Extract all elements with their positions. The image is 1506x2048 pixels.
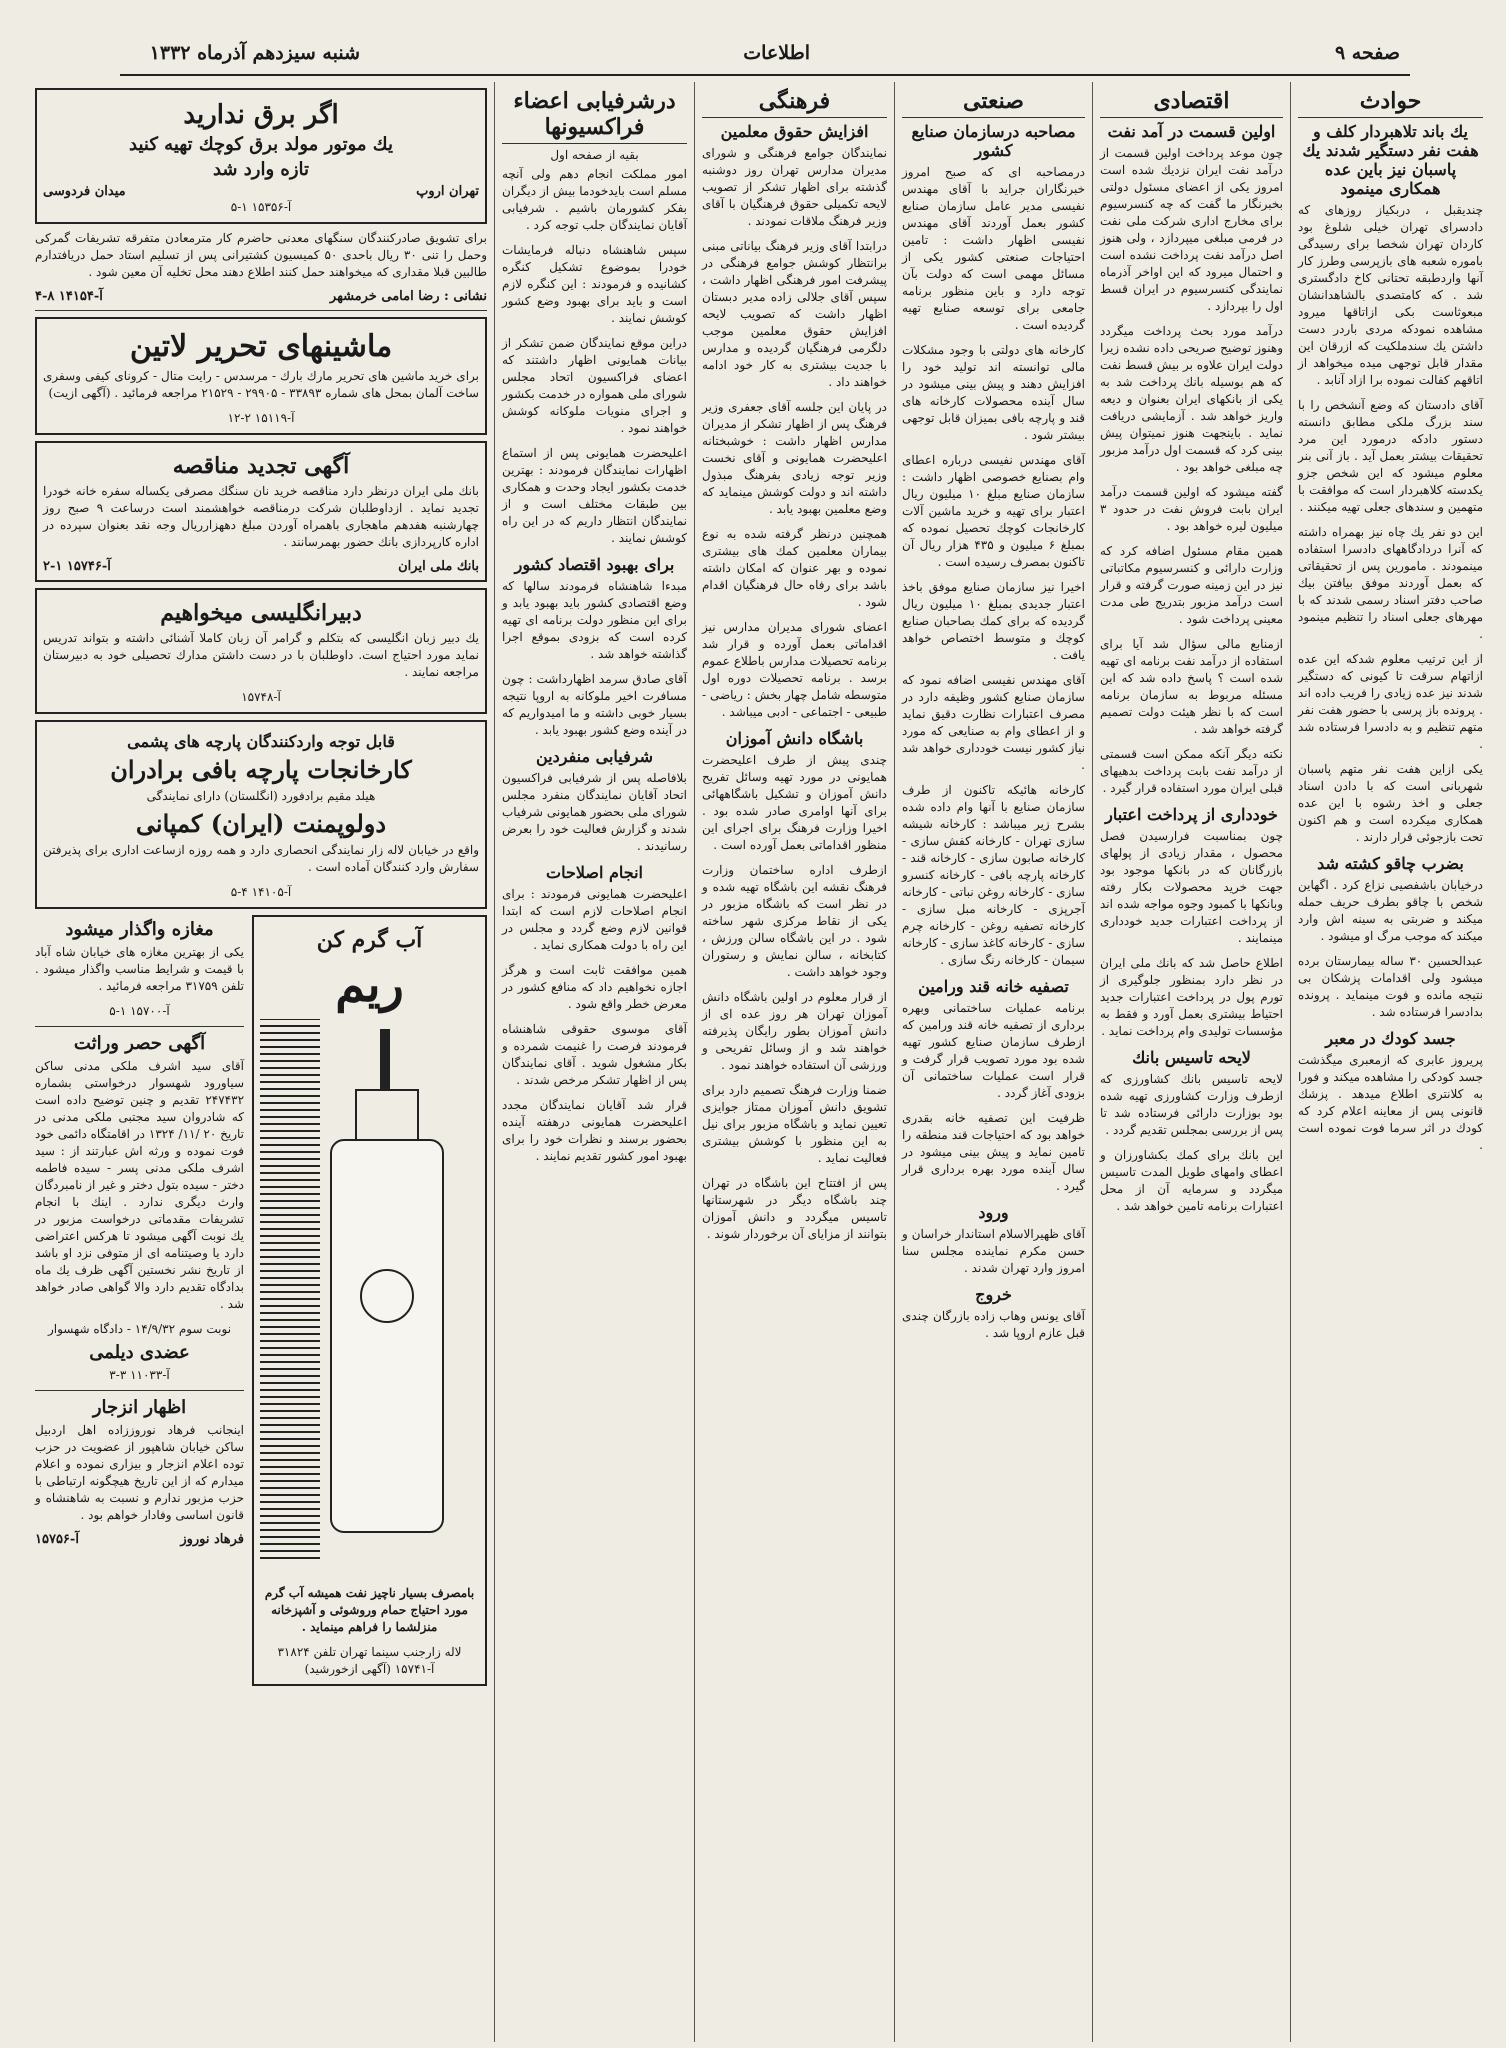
article-text: درخیابان باشفصیی نزاع كرد . اگهاین شخص با چاقو بطرف حریف حمله میكند و ضربتی به سینه اش وارد میكند كه موجب مرگ او میشود . [1298,878,1483,943]
ad-signature: نشانی : رضا امامی خرمشهر [329,289,487,304]
ad-title: اظهار انزجار [92,1397,187,1418]
article-text: بلافاصله پس از شرفیابی فراكسیون اتحاد آقایان نمایندگان منفرد مجلس شورای ملی بحضور همایونی شرفیاب شدند و گزارش فعالیت خود را بعرض رسانیدند . [502,771,687,853]
article-text: آقای مهندس نفیسی اضافه نمود كه سازمان صنایع كشور وظیفه دارد در مصرف اعتبارات نظارت دقیق نماید و از اعطای وام به صنایعی كه مورد نیاز كشور نیست خودداری خواهد شد . [902,673,1085,772]
article-text: آقای موسوی حقوقی شاهنشاه فرمودند فرصت را غنیمت شمرده و بكار مشغول شوید . آقای نمایندگان پس از اظهار تشكر مرخص شدند . [502,1022,687,1087]
ad-code: آ-۱۵۷۰۰ ۱-۵ [109,1004,170,1018]
article-text: پس از افتتاح این باشگاه در تهران چند باشگاه دیگر در شهرستانها تاسیس میگردد و دانش آموزان بتوانند از مزایای آن برخوردار شوند . [702,1176,887,1241]
ad-bottom-area [35,915,487,1686]
gauge-icon [360,1269,414,1323]
headline: باشگاه دانش آموزان [725,729,864,748]
article-text: نكته دیگر آنكه ممكن است قسمتی از درآمد نفت بابت پرداخت بدهیهای قبلی ایران مورد استفاده قرار گیرد . [1100,747,1283,795]
article-text: در پایان این جلسه آقای جعفری وزیر فرهنگ پس از اظهار تشكر از مدیران مدارس اظهار داشت : خوشبختانه اعلیحضرت همایونی و آقای نخست وزیر توجه زیادی بفرهنگ مبذول داشته اند و دولت كوشش مینماید كه وضع معلمین بهبود یابد . [702,400,887,516]
columns [28,82,1490,2042]
article-text: اخیرا نیز سازمان صنایع موفق باخذ اعتبار جدیدی بمبلغ ۱۰ میلیون ریال گردیده كه برای كمك بصاحبان صنایع كوچك و متوسط اختصاص خواهد یافت . [902,580,1086,662]
water-heater-illustration [260,1019,479,1579]
ad-code: آ-۱۵۷۵۶ [35,1532,79,1547]
article-text: ظرفیت این تصفیه خانه بقدری خواهد بود كه احتیاجات قند منطقه را تامین نماید و پیش بینی میشود در سال آینده مورد بهره برداری قرار گیرد . [902,1111,1085,1193]
page-header [120,34,1410,76]
article-text: همین موافقت ثابت است و هرگز اجازه نخواهیم داد كه منافع كشور در معرض خطر واقع شود . [502,963,687,1011]
article-text: ازطرف اداره ساختمان وزارت فرهنگ نقشه این باشگاه تهیه شده و در نظر است كه باشگاه مزبور در یكی از نقاط مركزی شهر ساخته شود . در این باشگاه سالن ورزش ، كتابخانه ، سالن نمایش و رستوران وجود خواهد داشت . [702,863,887,979]
headline: اولین قسمت در آمد نفت [1107,122,1276,141]
ad-code: آ-۱۵۷۴۶ ۱-۲ [43,559,111,574]
headline: یك باند تلاهبردار كلف و هفت نفر دستگیر شدند یك پاسبان نیز باین عده همكاری مینمود [1302,122,1479,198]
ad-title: مغازه واگذار میشود [65,919,214,940]
ad-line: هیلد مقیم برادفورد (انگلستان) دارای نمایندگی [146,789,376,803]
headline: انجام اصلاحات [546,863,643,882]
ad-signature: بانك ملی ایران [398,559,479,574]
section-title-audience: درشرفیابی اعضاء فراكسیونها [502,88,687,144]
ad-brand: ریم [335,957,404,1013]
ad-line: یك موتور مولد برق كوچك تهیه كنید [129,134,393,155]
article-text: این دو نفر یك چاه نیز بهمراه داشته كه آنرا دردادگاههای دادسرا استفاده مینمودند . مامورین پس از تحقیقاتی كه بعمل آوردند موفق بیافتن بیك صاحب دفتر اسناد رسمی شدند كه با مهرهای جعلی اسناد را تنظیم مینمود . [1298,525,1483,641]
headline: شرفیابی منفردین [535,747,654,766]
article-text: آقای صادق سرمد اظهارداشت : چون مسافرت اخیر ملوكانه به اروپا نتیجه بسیار خوبی داشته و ما امیدواریم كه در آینده وضع كشور بهبود یابد . [502,672,687,737]
column-culture [694,82,894,2042]
article-text: نمایندگان جوامع فرهنگی و شورای مدیران مدارس تهران روز دوشنبه گذشته برای اظهار تشكر از تصویب لایحه تكمیلی حقوق فرهنگیان با آقای وزیر فرهنگ ملاقات نمودند . [702,146,887,228]
paper-name: اطلاعات [743,42,810,64]
headline: لایحه تاسیس بانك [1132,1048,1251,1067]
ad-generator [35,88,487,224]
article-text: دراین موقع نمایندگان ضمن تشكر از بیانات همایونی اظهار داشتند كه اعضای فراكسیون اتحاد مجلس شورای ملی همواره در خدمت بكشور و اجرای منویات ملوكانه كوشش خواهند نمود . [502,336,687,435]
article-text: چندی پیش از طرف اعلیحضرت همایونی در مورد تهیه وسائل تفریح دانش آموزان و تشكیل باشگاههائی برای آنها اوامری صادر شده بود . اخیرا وزارت فرهنگ برای اجرای این منظور اقداماتی بعمل آورده است . [702,753,887,852]
ad-text: واقع در خیابان لاله زار نمایندگی انحصاری دارد و همه روزه ازساعت اداری برای پذیرفتن سفارش وارد كنندگان آماده است . [43,843,479,874]
ad-line: تازه وارد شد [212,159,310,180]
section-title-culture: فرهنگی [702,88,887,118]
ad-text: اینجانب فرهاد نوروززاده اهل اردبیل ساكن خیابان شاهپور از عضویت در حزب توده اعلام انزجار و بیزاری نموده و اعلام میدارم كه از این تاریخ هیچگونه ارتباطی با حزب مزبور ندارم و نسبت به شاهنشاه و قانون اساسی وفادار خواهم بود . [35,1423,245,1522]
article-text: مبدءا شاهنشاه فرمودند سالها كه وضع اقتصادی كشور باید بهبود یابد و برای این منظور دولت برنامه ای تهیه كرده است كه بزودی بموقع اجرا گذاشته خواهد شد . [502,579,687,661]
issue-date: شنبه سیزدهم آذرماه ۱۳۳۲ [149,42,360,64]
ad-code: آ-۱۱۰۳۳ ۳-۳ [109,1368,170,1382]
ad-text: برای خرید ماشین های تحریر مارك بارك - مرسدس - رایت متال - كرونای كیفی وسفری ساخت آلمان بمحل های شماره ۳۳۸۹۳ - ۲۹۹۰۵ - ۲۱۵۲۹ مراجعه فرمائید . (آگهی ازیت) [43,369,479,400]
ad-signature: عضدی دیلمی [89,1342,190,1363]
ad-address: لاله زارجنب سینما تهران تلفن ۳۱۸۲۴ [277,1645,462,1659]
ad-title: آگهی حصر وراثت [73,1033,206,1054]
article-text: اطلاع حاصل شد كه بانك ملی ایران در نظر دارد بمنظور جلوگیری از تورم پول در پرداخت اعتبارات جدید احتیاط بیشتری بعمل آورد و فقط به مؤسسات تولیدی وام پرداخت نماید . [1100,956,1283,1038]
column-ads [28,82,494,2042]
ad-title: اگر برق ندارید [183,100,339,130]
ad-address: تهران اروپ [416,184,479,199]
article-text: ازمنابع مالی سؤال شد آیا برای استفاده از درآمد نفت برنامه ای تهیه شده است ؟ پاسخ داده شد كه این مسئله مربوط به سازمان برنامه است كه با نظر هیئت دولت تصمیم گرفته خواهد شد . [1100,637,1283,736]
article-text: امور مملكت انجام دهم ولی آنچه مسلم است بایدخودما بیش از دیگران بفكر كشورمان باشیم . شرفیابی آقایان نمایندگان جلب توجه كرد . [502,167,687,232]
column-events [1290,82,1490,2042]
page-number: صفحه ۹ [1334,42,1400,64]
headline: تصفیه خانه قند ورامین [918,977,1069,996]
ad-code: آ-۱۵۱۱۹ ۲-۱۲ [227,411,295,425]
ad-text: آقای سید اشرف ملكی مدنی ساكن سیاورود شهسوار درخواستی بشماره ۲۴۷۴۳۲ تقدیم و چنین توضیح داده است كه شادروان سید مجتبی ملكی مدنی در تاریخ ۲۰ /۱۱/ ۱۳۲۴ در اقامتگاه دائمی خود فوت نموده و ورثه اش عبارتند از : سید اشرف ملكی مدنی پسر - سیده فاطمه دختر - سیده بتول دختر و غیر از نامبردگان وارث دیگری ندارد . اینك با انجام تشریفات مقدماتی درخواست مزبور در یك نوبت آگهی میشود تا هركس اعتراضی دارد یا وصیتنامه ای از متوفی نزد او باشد از تاریخ نشر نخستین آگهی ظرف یك ماه بدادگاه تقدیم دارد والا گواهی صادر خواهد شد . [35,1059,245,1311]
ad-title: دبیرانگلیسی میخواهیم [160,600,362,626]
headline: مصاحبه درسازمان صنایع كشور [911,122,1076,160]
section-title-events: حوادث [1298,88,1483,118]
ad-address: میدان فردوسی [43,184,126,199]
article-text: اعلیحضرت همایونی فرمودند : برای انجام اصلاحات لازم است كه ابتدا قوانین لازم وضع گردد و مجلس در این راه با دولت همكاری نماید . [502,887,687,952]
article-text: پریروز عابری كه ازمعبری میگذشت جسد كودكی را مشاهده میكند و فورا به كلانتری اطلاع میدهد . پزشك قانونی پس از معاینه اعلام كرد كه كودك در اثر سرما فوت نموده است . [1298,1053,1483,1152]
article-text: برنامه عملیات ساختمانی وبهره برداری از تصفیه خانه قند ورامین كه ازطرف سازمان صنایع كشور تهیه شده بود مورد تصویب قرار گرفت و قرار است عملیات ساختمانی آن بزودی آغاز گردد . [902,1001,1085,1100]
article-text: از قرار معلوم در اولین باشگاه دانش آموزان تهران هر روز عده ای از دانش آموزان بطور رایگان پذیرفته خواهند شد و از وسائل تفریحی و ورزشی آن استفاده خواهند نمود . [702,990,887,1072]
ad-text: بانك ملی ایران درنظر دارد مناقصه خرید نان سنگك مصرفی یكساله سفره خانه خودرا تجدید نماید . ازداوطلبان شركت درمناقصه خواهشمند است درساعت ۹ صبح روز چهارشنبه هفدهم ماهجاری باهمراه آوردن مبلغ دههزارریال وجه نقد بعنوان سپرده در اداره كارپردازی بانك حضور بهمرسانند . [43,484,479,549]
article-text: قرار شد آقایان نمایندگان مجدد اعلیحضرت همایونی درهفته آینده بحضور برسند و نظرات خود را برای بهبود امور كشور تقدیم نمایند . [502,1098,687,1163]
article-text: آقای دادستان كه وضع آنشخص را با سند بزرگ ملكی مطابق دانسته دستور دادكه درمورد این مرد تحقیقات بیشتر بعمل آید . باز آنی بنر معلوم میشود كه این شخص جزو یكدسته كلاهبردار است كه موافقت با متهمین و سندهای جعلی تهیه میكنند . [1298,398,1483,514]
continued-label: بقیه از صفحه اول [550,148,639,162]
ad-tender [35,441,487,582]
ad-english-teacher [35,588,487,714]
column-audience [494,82,694,2042]
ad-title: آگهی تجدید مناقصه [172,453,350,479]
column-industry [894,82,1092,2042]
article-text: همچنین درنظر گرفته شده به نوع بیماران معلمین كمك های بیشتری نموده و بهر عنوان كه امكان داشته باشد برای رفاه حال فرهنگیان اقدام شود . [702,527,887,609]
arrivals-heading: ورود [978,1203,1009,1222]
section-title-industry: صنعتی [902,88,1085,118]
ad-woolen-fabrics [35,720,487,909]
ad-typewriters [35,317,487,435]
ad-stack [35,915,244,1686]
article-text: درآمد مورد بحث پرداخت میگردد وهنوز توضیح صریحی داده نشده زیرا دولت ایران علاوه بر بیش قسط نفت كه هم بوسیله بانك پرداخت شد به یكی از بانكهای ایران بعنوان و دیعه واریز خواهد شد . آزمایشی دریافت نماید . باینجهت هنوز نمیتوان پیش بینی كرد كه قسمت اول درآمد مزبور چه مبلغی خواهد بود . [1100,324,1283,474]
article-text: درابتدا آقای وزیر فرهنگ بیاناتی مبنی برانتظار كوشش جوامع فرهنگی در پیشرفت امور فرهنگی اظهار داشت ، سپس آقای جلالی زاده مدیر دبستان اظهار داشت كه تصویب لایحه افزایش حقوق معلمین موجب دلگرمی فرهنگیان گردیده و مدارس با جدیت بیشتری به كار خود ادامه خواهند داد . [702,239,887,389]
headline: افزایش حقوق معلمین [720,122,869,141]
article-text: آقای ظهیرالاسلام استاندار خراسان و حسن مكرم نماینده مجلس سنا امروز وارد تهران شدند . [902,1227,1085,1275]
article-text: كارخانه هائیكه تاكنون از طرف سازمان صنایع با آنها وام داده شده بشرح زیر میباشد : كارخانه شیشه سازی تهران - كارخانه كفش سازی - كارخانه صابون سازی - كارخانه قند - كارخانه پارچه بافی - كارخانه كنسرو سازی - كارخانه روغن نباتی - كارخانه آجرپزی - كارخانه مبل سازی - كارخانه تصفیه روغن - كارخانه چرم سازی - كارخانه كاغذ سازی - كارخانه سیمان - كارخانه رنگ سازی . [902,783,1085,967]
article-text: این بانك برای كمك بكشاورزان و اعطای وامهای طویل المدت تاسیس میگردد و سرمایه آن از محل اعتبارات برنامه تامین خواهد شد . [1100,1148,1283,1213]
headline: برای بهبود اقتصاد كشور [514,555,675,574]
ad-signature: نوبت سوم ۱۴/۹/۳۲ - دادگاه شهسوار [47,1322,232,1336]
ad-title: ماشینهای تحریر لاتین [129,329,393,364]
ad-code: آ-۱۴۱۰۵ ۴-۵ [230,885,292,899]
ad-text: یكی از بهترین مغازه های خیابان شاه آباد با قیمت و شرایط مناسب واگذار میشود . تلفن ۳۱۷۵۹ مراجعه فرمائید . [35,945,245,993]
article-text: آقای مهندس نفیسی درباره اعطای وام بصنایع خصوصی اظهار داشت : سازمان صنایع مبلغ ۱۰ میلیون ریال اعتبار برای تهیه و خرید ماشین آلات كارخانجات كوچك تحصیل نموده كه بمبلغ ۶ میلیون و ۴۳۵ هزار ریال آن تاكنون بمصرف رسیده است . [902,453,1085,569]
article-text: چندیقبل ، دربكیاز روزهای كه دادسرای تهران خیلی شلوغ بود كاردان تهران شخصا برای رسیدگی باموره شعبه های بازپرسی وطرز كار آنها واردطبقه تحتانی كاخ دادگستری شد . كه كامتصدی بالشاهدانشان مبعوثاست بكی ازاتاقها میرود مشاهده نمودكه مردی باردر دست داشتن یك سندملكیت كه ازرقان این مقدار قابل توجهی میده میخواهد از اتاقهم كفالت نموده برا ازاد آنابد . [1298,203,1483,387]
article-text: از این ترتیب معلوم شدكه این عده ازاتهام سرقت تا كیونی كه دستگیر شدند نیز عده زیادی را فریب داده اند . پرونده باز پرسی با حضور هفت نفر متهم تنظیم و به دادسرا فرستاده شد . [1298,652,1483,751]
section-title-economy: اقتصادی [1100,88,1283,118]
ad-code: آ-۱۵۷۴۸ [241,690,281,704]
column-economy [1092,82,1290,2042]
ad-title: كارخانجات پارچه بافی برادران [110,755,412,784]
article-text: آقای یونس وهاب زاده بازرگان چندی قبل عازم اروپا شد . [902,1309,1085,1340]
ad-water-heater [252,915,487,1686]
article-text: درمصاحبه ای كه صبح امروز خبرنگاران جراید با آقای مهندس نفیسی مدیر عامل سازمان صنایع كشور بعمل آوردند آقای مهندس نفیسی اظهار داشت : تامین احتیاجات صنعتی كشور یكی از مسائل مهمی است كه دولت بآن توجه دارد و باین منظور برنامه جامعی برای توسعه صنایع تهیه گردیده است . [902,165,1085,332]
article-text: یكی ازاین هفت نفر متهم پاسبان شهربانی است كه با دادن اسناد جعلی و اخذ رشوه با این عده همكاری میكرده است و هم اكنون تحت بازجوئی قرار دارند . [1298,762,1483,844]
article-text: ضمنا وزارت فرهنگ تصمیم دارد برای تشویق دانش آموزان ممتاز جوایزی تعیین نماید و باشگاه مزبور برای نیل به این منظور با كوشش بیشتری فعالیت نماید . [702,1083,887,1165]
headline: بضرب چاقو كشته شد [1317,854,1464,873]
ad-title: آب گرم كن [316,927,423,953]
ad-text: بامصرف بسیار ناچیز نفت همیشه آب گرم مورد احتیاج حمام وروشوئی و آشپزخانه منزلشما را فراهم مینماید . [264,1586,475,1634]
article-text: لایحه تاسیس بانك كشاورزی كه ازطرف وزارت كشاورزی تهیه شده بود بوزارت دارائی فرستاده شد تا پس از بررسی بمجلس تقدیم گردد . [1100,1072,1283,1137]
article-text: اعلیحضرت همایونی پس از استماع اظهارات نمایندگان فرمودند : بهترین خدمت بكشور ایجاد وحدت و همكاری بین طبقات مختلف است و از نمایندگان انتظار داریم كه در این راه كوشش نمایند . [502,446,687,545]
departures-heading: خروج [975,1285,1012,1304]
ad-signature: فرهاد نوروز [180,1532,245,1547]
ad-shipping-text: برای تشویق صادركنندگان سنگهای معدنی حاضرم كار مترمعادن متفرقه تشریفات گمركی وحمل را تنی ۳۰ ریال باحدی ۵۰ كمیسیون كشتیرانی پس از تسلیم استاد حمل دریافتدارم طالبین قبلا مقداری كه میخواهند حمل كنند اطلاع دهند محل تخلیه آن معین شود . [35,231,488,279]
ad-intro: قابل توجه واردكنندگان پارچه های پشمی [127,732,395,751]
ad-title: دولوپمنت (ایران) كمپانی [135,809,387,838]
article-text: عبدالحسین ۳۰ ساله بیمارستان برده میشود ولی اقدامات پزشكان بی نتیجه مانده و فوت مینماید . پرونده بدادسرا فرستاده شد . [1298,954,1483,1019]
article-text: همین مقام مسئول اضافه كرد كه وزارت دارائی و كنسرسیوم مكاتباتی نیز در این زمینه صورت گرفته و قرار است درآمد مزبور بتدریج طی مدت معینی پرداخت شود . [1100,544,1283,626]
article-text: چون بمناسبت فرارسیدن فصل محصول ، مقدار زیادی از پولهای بازرگانان كه در بانكها موجود بود جهت خرید محصولات بكار رفته وبانكها با كمبود وجوه مواجه شده اند از پرداخت اعتبارات جدید خودداری مینمایند . [1100,829,1283,945]
article-text: گفته میشود كه اولین قسمت درآمد ایران بابت فروش نفت در حدود ۳ میلیون لیره خواهد بود . [1100,485,1283,533]
article-text: كارخانه های دولتی با وجود مشكلات مالی توانسته اند تولید خود را افزایش دهند و پیش بینی میشود در سال آینده محصولات كارخانه های قند و پارچه بافی بمیزان قابل توجهی بیشتر شود . [902,343,1085,442]
ad-text: یك دبیر زبان انگلیسی كه بتكلم و گرامر آن زبان كاملا آشنائی داشته و بتواند تدریس نماید مورد احتیاج است. داوطلبان با در دست داشتن مدارك تحصیلی خود به دبیرستان مراجعه نمایند . [43,631,479,679]
article-text: اعضای شورای مدیران مدارس نیز اقداماتی بعمل آورده و قرار شد برنامه تحصیلات مدارس باطلاع عموم برسد . برنامه تحصیلات دوره اول متوسطه شامل چهار بخش : ریاضی - طبیعی - اجتماعی - ادبی میباشد . [702,620,887,719]
headline: جسد كودك در معبر [1325,1029,1456,1048]
headline: خودداری از پرداخت اعتبار [1105,805,1278,824]
ad-code: آ-۱۵۳۵۶ ۱-۵ [230,200,292,214]
ad-code: آ-۱۵۷۴۱ (آگهی ازخورشید) [304,1662,435,1676]
ad-code: آ-۱۴۱۵۴ ۸-۴ [35,289,103,304]
article-text: سپس شاهنشاه دنباله فرمایشات خودرا بموضوع تشكیل كنگره كشانیده و فرمودند : این كنگره لازم است و باید برای بهبود وضع كشور كوشش نمایند . [502,243,687,325]
article-text: چون موعد پرداخت اولین قسمت از درآمد نفت ایران نزدیك شده است امروز یكی از اعضای مسئول دولتی بخبرنگار ما گفت كه چه كنسرسیوم برای مخارج اداری شركت ملی نفت در فرمی مبلغی میپردازد ، ولی هنوز اصل درآمد نفت پرداخت نشده است و احتمال میرود كه این اواخر آذرماه نمایندگی كنسرسیوم در ایران قسط اول را بپردازد . [1100,146,1283,313]
